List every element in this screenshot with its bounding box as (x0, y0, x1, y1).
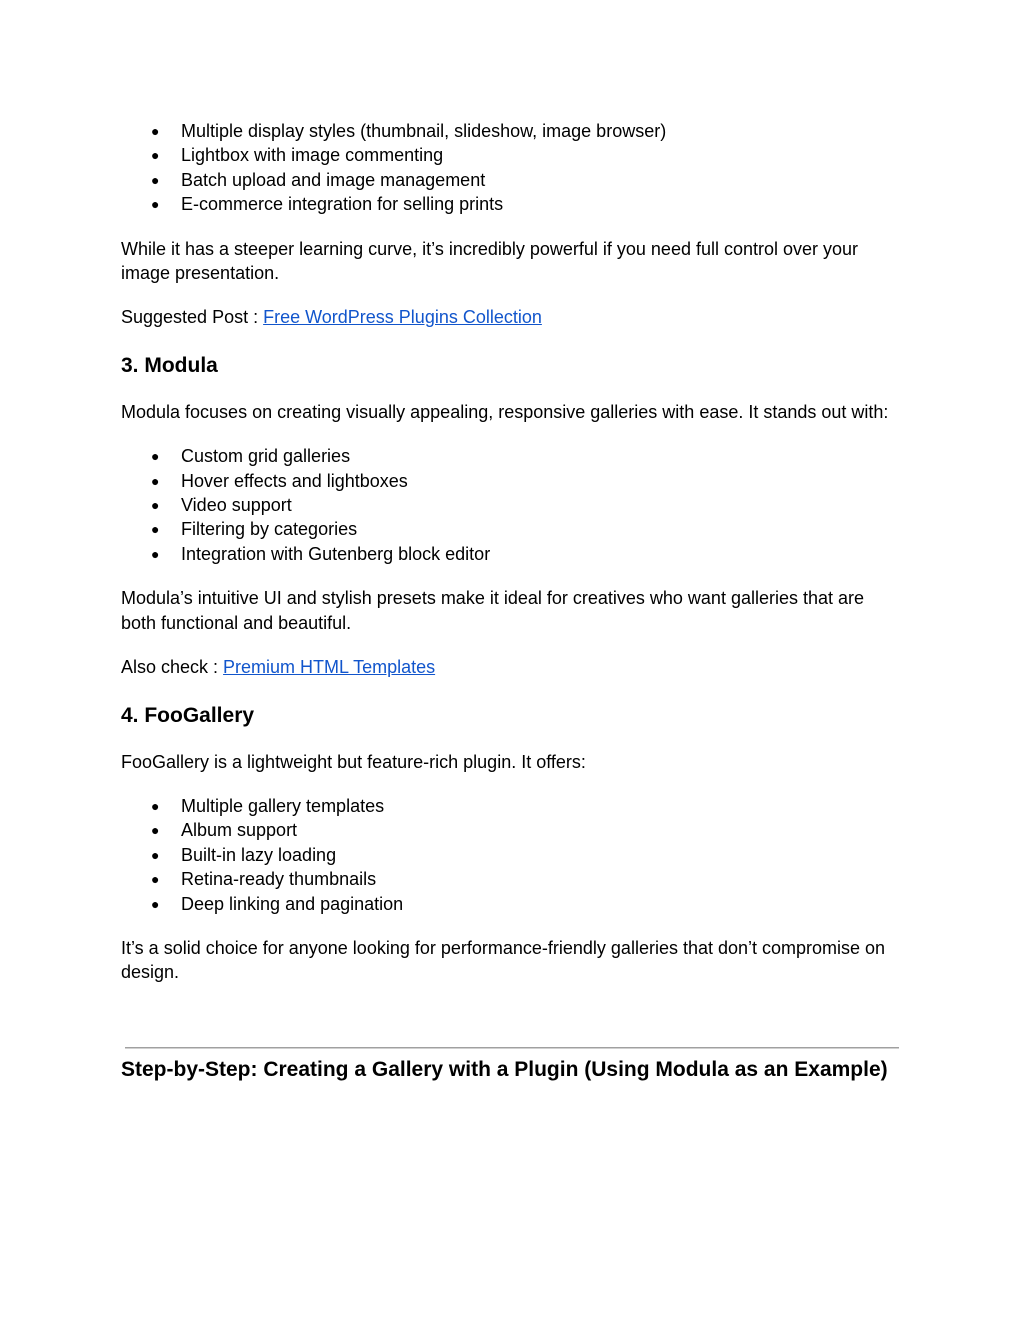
modula-bullet-list (121, 444, 903, 566)
also-check-line (121, 655, 903, 679)
list-item: ● Multiple gallery templates (121, 794, 903, 818)
foogallery-heading: 4. FooGallery (121, 703, 255, 727)
list-item: ● Hover effects and lightboxes (121, 469, 903, 493)
list-item: ● Filtering by categories (121, 517, 903, 541)
step-by-step-heading: Step-by-Step: Creating a Gallery with a Plugin (Using Modula as an Example) (121, 1057, 888, 1081)
list-item: ● E-commerce integration for selling prints (121, 192, 903, 216)
foogallery-intro: FooGallery is a lightweight but feature-rich plugin. It offers: (121, 751, 586, 772)
horizontal-rule (125, 1047, 899, 1049)
modula-summary: Modula’s intuitive UI and stylish presets make it ideal for creatives who want galleries that are both functional and beautiful. (121, 588, 865, 633)
foogallery-summary: It’s a solid choice for anyone looking for performance-friendly galleries that don’t compromise on design. (121, 937, 886, 983)
intro-paragraph: While it has a steeper learning curve, it’s incredibly powerful if you need full control over your image presentation. (121, 238, 859, 284)
list-item: ● Album support (121, 818, 903, 842)
list-item: ● Integration with Gutenberg block editor (121, 542, 903, 566)
list-item: ● Custom grid galleries (121, 444, 903, 468)
suggested-post-link[interactable]: Free WordPress Plugins Collection (263, 307, 542, 328)
foogallery-bullet-list (121, 794, 903, 916)
modula-heading: 3. Modula (121, 353, 218, 377)
also-check-prefix: Also check : (121, 657, 224, 678)
list-item: ● Multiple display styles (thumbnail, slideshow, image browser) (121, 119, 903, 143)
list-item: ● Video support (121, 493, 903, 517)
list-item: ● Batch upload and image management (121, 168, 903, 192)
suggested-post-prefix: Suggested Post : (121, 307, 264, 328)
modula-intro: Modula focuses on creating visually appealing, responsive galleries with ease. It stands out with: (121, 401, 889, 422)
intro-bullet-list (121, 119, 903, 217)
list-item: ● Retina-ready thumbnails (121, 867, 903, 891)
list-item: ● Lightbox with image commenting (121, 143, 903, 167)
list-item: ● Deep linking and pagination (121, 892, 903, 916)
also-check-link[interactable]: Premium HTML Templates (223, 657, 436, 678)
list-item: ● Built-in lazy loading (121, 843, 903, 867)
document-body (121, 119, 903, 1084)
suggested-post-line (121, 305, 903, 329)
